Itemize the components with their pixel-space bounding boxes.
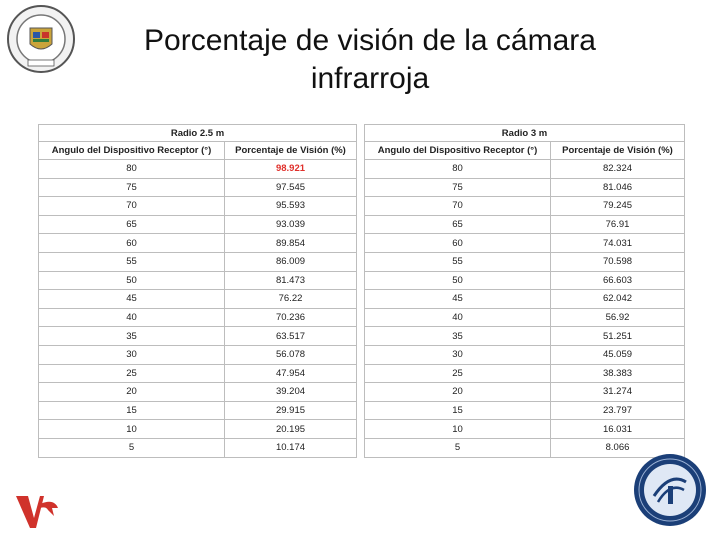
cell-angle: 55 bbox=[365, 252, 551, 271]
cell-percentage: 86.009 bbox=[225, 252, 357, 271]
table-row bbox=[365, 308, 685, 327]
u-logo-icon bbox=[14, 494, 60, 530]
slide-title-line-2: infrarroja bbox=[310, 62, 430, 95]
cell-angle: 45 bbox=[365, 290, 551, 309]
cell-percentage: 66.603 bbox=[551, 271, 685, 290]
cell-percentage: 38.383 bbox=[551, 364, 685, 383]
cell-percentage: 70.598 bbox=[551, 252, 685, 271]
cell-angle: 70 bbox=[39, 197, 225, 216]
cell-percentage: 23.797 bbox=[551, 401, 685, 420]
cell-angle: 50 bbox=[39, 271, 225, 290]
cell-angle: 60 bbox=[39, 234, 225, 253]
cell-angle: 20 bbox=[39, 383, 225, 402]
column-header-angle: Angulo del Dispositivo Receptor (°) bbox=[365, 142, 551, 160]
cell-angle: 55 bbox=[39, 252, 225, 271]
cell-angle: 25 bbox=[39, 364, 225, 383]
university-seal-icon bbox=[6, 4, 76, 74]
cell-percentage: 8.066 bbox=[551, 438, 685, 457]
table-row bbox=[365, 252, 685, 271]
cell-percentage: 82.324 bbox=[551, 160, 685, 179]
cell-percentage: 81.473 bbox=[225, 271, 357, 290]
cell-percentage: 47.954 bbox=[225, 364, 357, 383]
table-row bbox=[365, 197, 685, 216]
cell-percentage: 56.92 bbox=[551, 308, 685, 327]
cell-angle: 5 bbox=[365, 438, 551, 457]
cell-percentage: 97.545 bbox=[225, 178, 357, 197]
cell-angle: 30 bbox=[365, 345, 551, 364]
cell-angle: 30 bbox=[39, 345, 225, 364]
table-row bbox=[365, 401, 685, 420]
table-row bbox=[39, 364, 357, 383]
table-row bbox=[365, 160, 685, 179]
cell-percentage: 10.174 bbox=[225, 438, 357, 457]
table-row bbox=[365, 420, 685, 439]
cell-angle: 45 bbox=[39, 290, 225, 309]
table-row bbox=[39, 327, 357, 346]
cell-percentage: 29.915 bbox=[225, 401, 357, 420]
table-row bbox=[39, 420, 357, 439]
cell-angle: 15 bbox=[39, 401, 225, 420]
table-row bbox=[365, 364, 685, 383]
table-caption: Radio 3 m bbox=[365, 125, 685, 142]
table-row bbox=[39, 401, 357, 420]
cell-angle: 35 bbox=[39, 327, 225, 346]
engineering-badge-icon bbox=[632, 452, 708, 528]
table-row bbox=[365, 234, 685, 253]
cell-percentage: 93.039 bbox=[225, 215, 357, 234]
table-radio-3 bbox=[364, 124, 685, 458]
cell-angle: 10 bbox=[39, 420, 225, 439]
cell-angle: 15 bbox=[365, 401, 551, 420]
table-row bbox=[39, 290, 357, 309]
table-caption: Radio 2.5 m bbox=[39, 125, 357, 142]
cell-angle: 10 bbox=[365, 420, 551, 439]
cell-angle: 65 bbox=[365, 215, 551, 234]
slide-title bbox=[100, 22, 640, 98]
cell-percentage: 45.059 bbox=[551, 345, 685, 364]
table-row bbox=[365, 383, 685, 402]
table-row bbox=[365, 290, 685, 309]
cell-percentage: 62.042 bbox=[551, 290, 685, 309]
cell-percentage: 39.204 bbox=[225, 383, 357, 402]
cell-percentage: 95.593 bbox=[225, 197, 357, 216]
table-row bbox=[365, 345, 685, 364]
cell-angle: 25 bbox=[365, 364, 551, 383]
cell-angle: 5 bbox=[39, 438, 225, 457]
cell-angle: 40 bbox=[365, 308, 551, 327]
cell-angle: 70 bbox=[365, 197, 551, 216]
cell-angle: 20 bbox=[365, 383, 551, 402]
table-body bbox=[39, 160, 357, 458]
cell-percentage: 16.031 bbox=[551, 420, 685, 439]
cell-percentage: 20.195 bbox=[225, 420, 357, 439]
table-row bbox=[39, 252, 357, 271]
table-row bbox=[39, 234, 357, 253]
cell-angle: 75 bbox=[365, 178, 551, 197]
cell-angle: 65 bbox=[39, 215, 225, 234]
cell-percentage: 31.274 bbox=[551, 383, 685, 402]
table-row bbox=[365, 271, 685, 290]
cell-percentage: 63.517 bbox=[225, 327, 357, 346]
cell-angle: 80 bbox=[365, 160, 551, 179]
cell-percentage: 74.031 bbox=[551, 234, 685, 253]
cell-percentage: 70.236 bbox=[225, 308, 357, 327]
table-row bbox=[39, 345, 357, 364]
cell-percentage: 76.22 bbox=[225, 290, 357, 309]
column-header-percentage: Porcentaje de Visión (%) bbox=[551, 142, 685, 160]
cell-angle: 60 bbox=[365, 234, 551, 253]
cell-percentage: 76.91 bbox=[551, 215, 685, 234]
table-row bbox=[39, 197, 357, 216]
column-header-angle: Angulo del Dispositivo Receptor (°) bbox=[39, 142, 225, 160]
cell-percentage: 79.245 bbox=[551, 197, 685, 216]
table-row bbox=[39, 160, 357, 179]
table-row bbox=[39, 308, 357, 327]
table-body bbox=[365, 160, 685, 458]
table-row bbox=[365, 215, 685, 234]
table-radio-2-5 bbox=[38, 124, 357, 458]
slide-title-line-1: Porcentaje de visión de la cámara bbox=[144, 24, 596, 57]
cell-angle: 75 bbox=[39, 178, 225, 197]
cell-percentage: 56.078 bbox=[225, 345, 357, 364]
cell-percentage: 51.251 bbox=[551, 327, 685, 346]
cell-angle: 50 bbox=[365, 271, 551, 290]
table-row bbox=[39, 271, 357, 290]
cell-percentage: 98.921 bbox=[225, 160, 357, 179]
cell-angle: 40 bbox=[39, 308, 225, 327]
cell-angle: 80 bbox=[39, 160, 225, 179]
cell-percentage: 81.046 bbox=[551, 178, 685, 197]
cell-percentage: 89.854 bbox=[225, 234, 357, 253]
table-row bbox=[365, 327, 685, 346]
table-row bbox=[39, 438, 357, 457]
table-row bbox=[39, 215, 357, 234]
column-header-percentage: Porcentaje de Visión (%) bbox=[225, 142, 357, 160]
table-row bbox=[365, 178, 685, 197]
cell-angle: 35 bbox=[365, 327, 551, 346]
table-row bbox=[39, 383, 357, 402]
table-row bbox=[39, 178, 357, 197]
